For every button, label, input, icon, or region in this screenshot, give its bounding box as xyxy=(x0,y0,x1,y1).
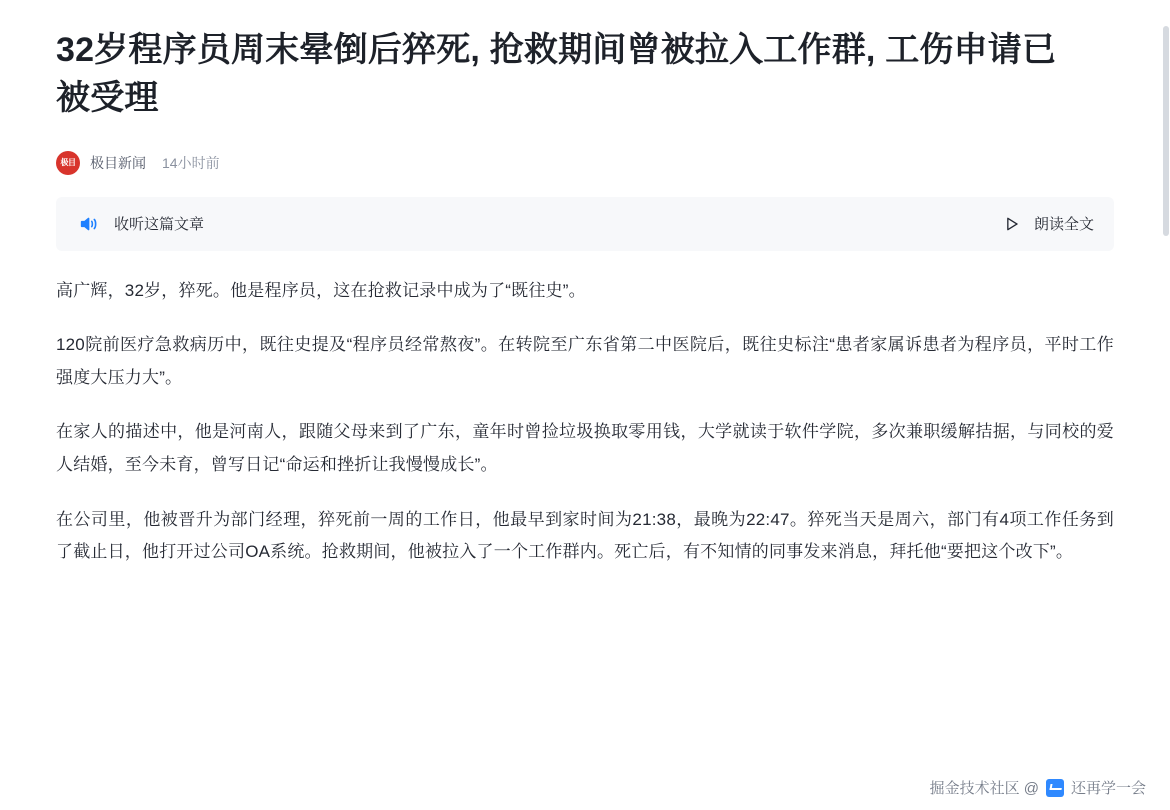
scrollbar-thumb[interactable] xyxy=(1163,26,1169,236)
listen-control[interactable] xyxy=(78,213,204,235)
article-page xyxy=(0,26,1170,810)
page-title: 32岁程序员周末晕倒后猝死, 抢救期间曾被拉入工作群, 工伤申请已被受理 xyxy=(56,31,1057,118)
article-paragraph: 在公司里，他被晋升为部门经理，猝死前一周的工作日，他最早到家时间为21:38，最晚为22:47。猝死当天是周六，部门有4项工作任务到了截止日，他打开过公司OA系统。抢救期间，他被拉入了一个工作群内。死亡后，有不知情的同事发来消息，拜托他“要把这个改下”。 xyxy=(56,509,1114,562)
article-body xyxy=(56,275,1114,569)
read-all-label: 朗读全文 xyxy=(1033,216,1094,234)
author-name[interactable]: 极目新闻 xyxy=(90,154,146,171)
article-paragraph: 在家人的描述中，他是河南人，跟随父母来到了广东，童年时曾捡垃圾换取零用钱，大学就读于软件学院，多次兼职缓解拮据，与同校的爱人结婚，至今未育，曾写日记“命运和挫折让我慢慢成长”。 xyxy=(56,422,1114,475)
read-all-control[interactable] xyxy=(1002,213,1094,234)
watermark-username: 还再学一会 xyxy=(1070,780,1146,797)
juejin-logo-icon xyxy=(1046,779,1064,797)
watermark xyxy=(930,777,1146,798)
watermark-prefix: 掘金技术社区 @ xyxy=(929,780,1039,797)
article-paragraph: 高广辉，32岁，猝死。他是程序员，这在抢救记录中成为了“既往史”。 xyxy=(56,280,586,300)
article-meta xyxy=(56,151,1114,175)
play-triangle-icon xyxy=(1002,214,1022,234)
audio-player-bar[interactable] xyxy=(56,197,1114,251)
scrollbar[interactable] xyxy=(1162,26,1170,810)
publish-time: 14小时前 xyxy=(162,154,220,171)
avatar[interactable]: 极目 xyxy=(56,151,80,175)
article-paragraph: 120院前医疗急救病历中，既往史提及“程序员经常熬夜”。在转院至广东省第二中医院后，既往史标注“患者家属诉患者为程序员，平时工作强度大压力大”。 xyxy=(56,335,1114,387)
listen-label: 收听这篇文章 xyxy=(114,216,205,234)
speaker-icon xyxy=(78,213,100,235)
